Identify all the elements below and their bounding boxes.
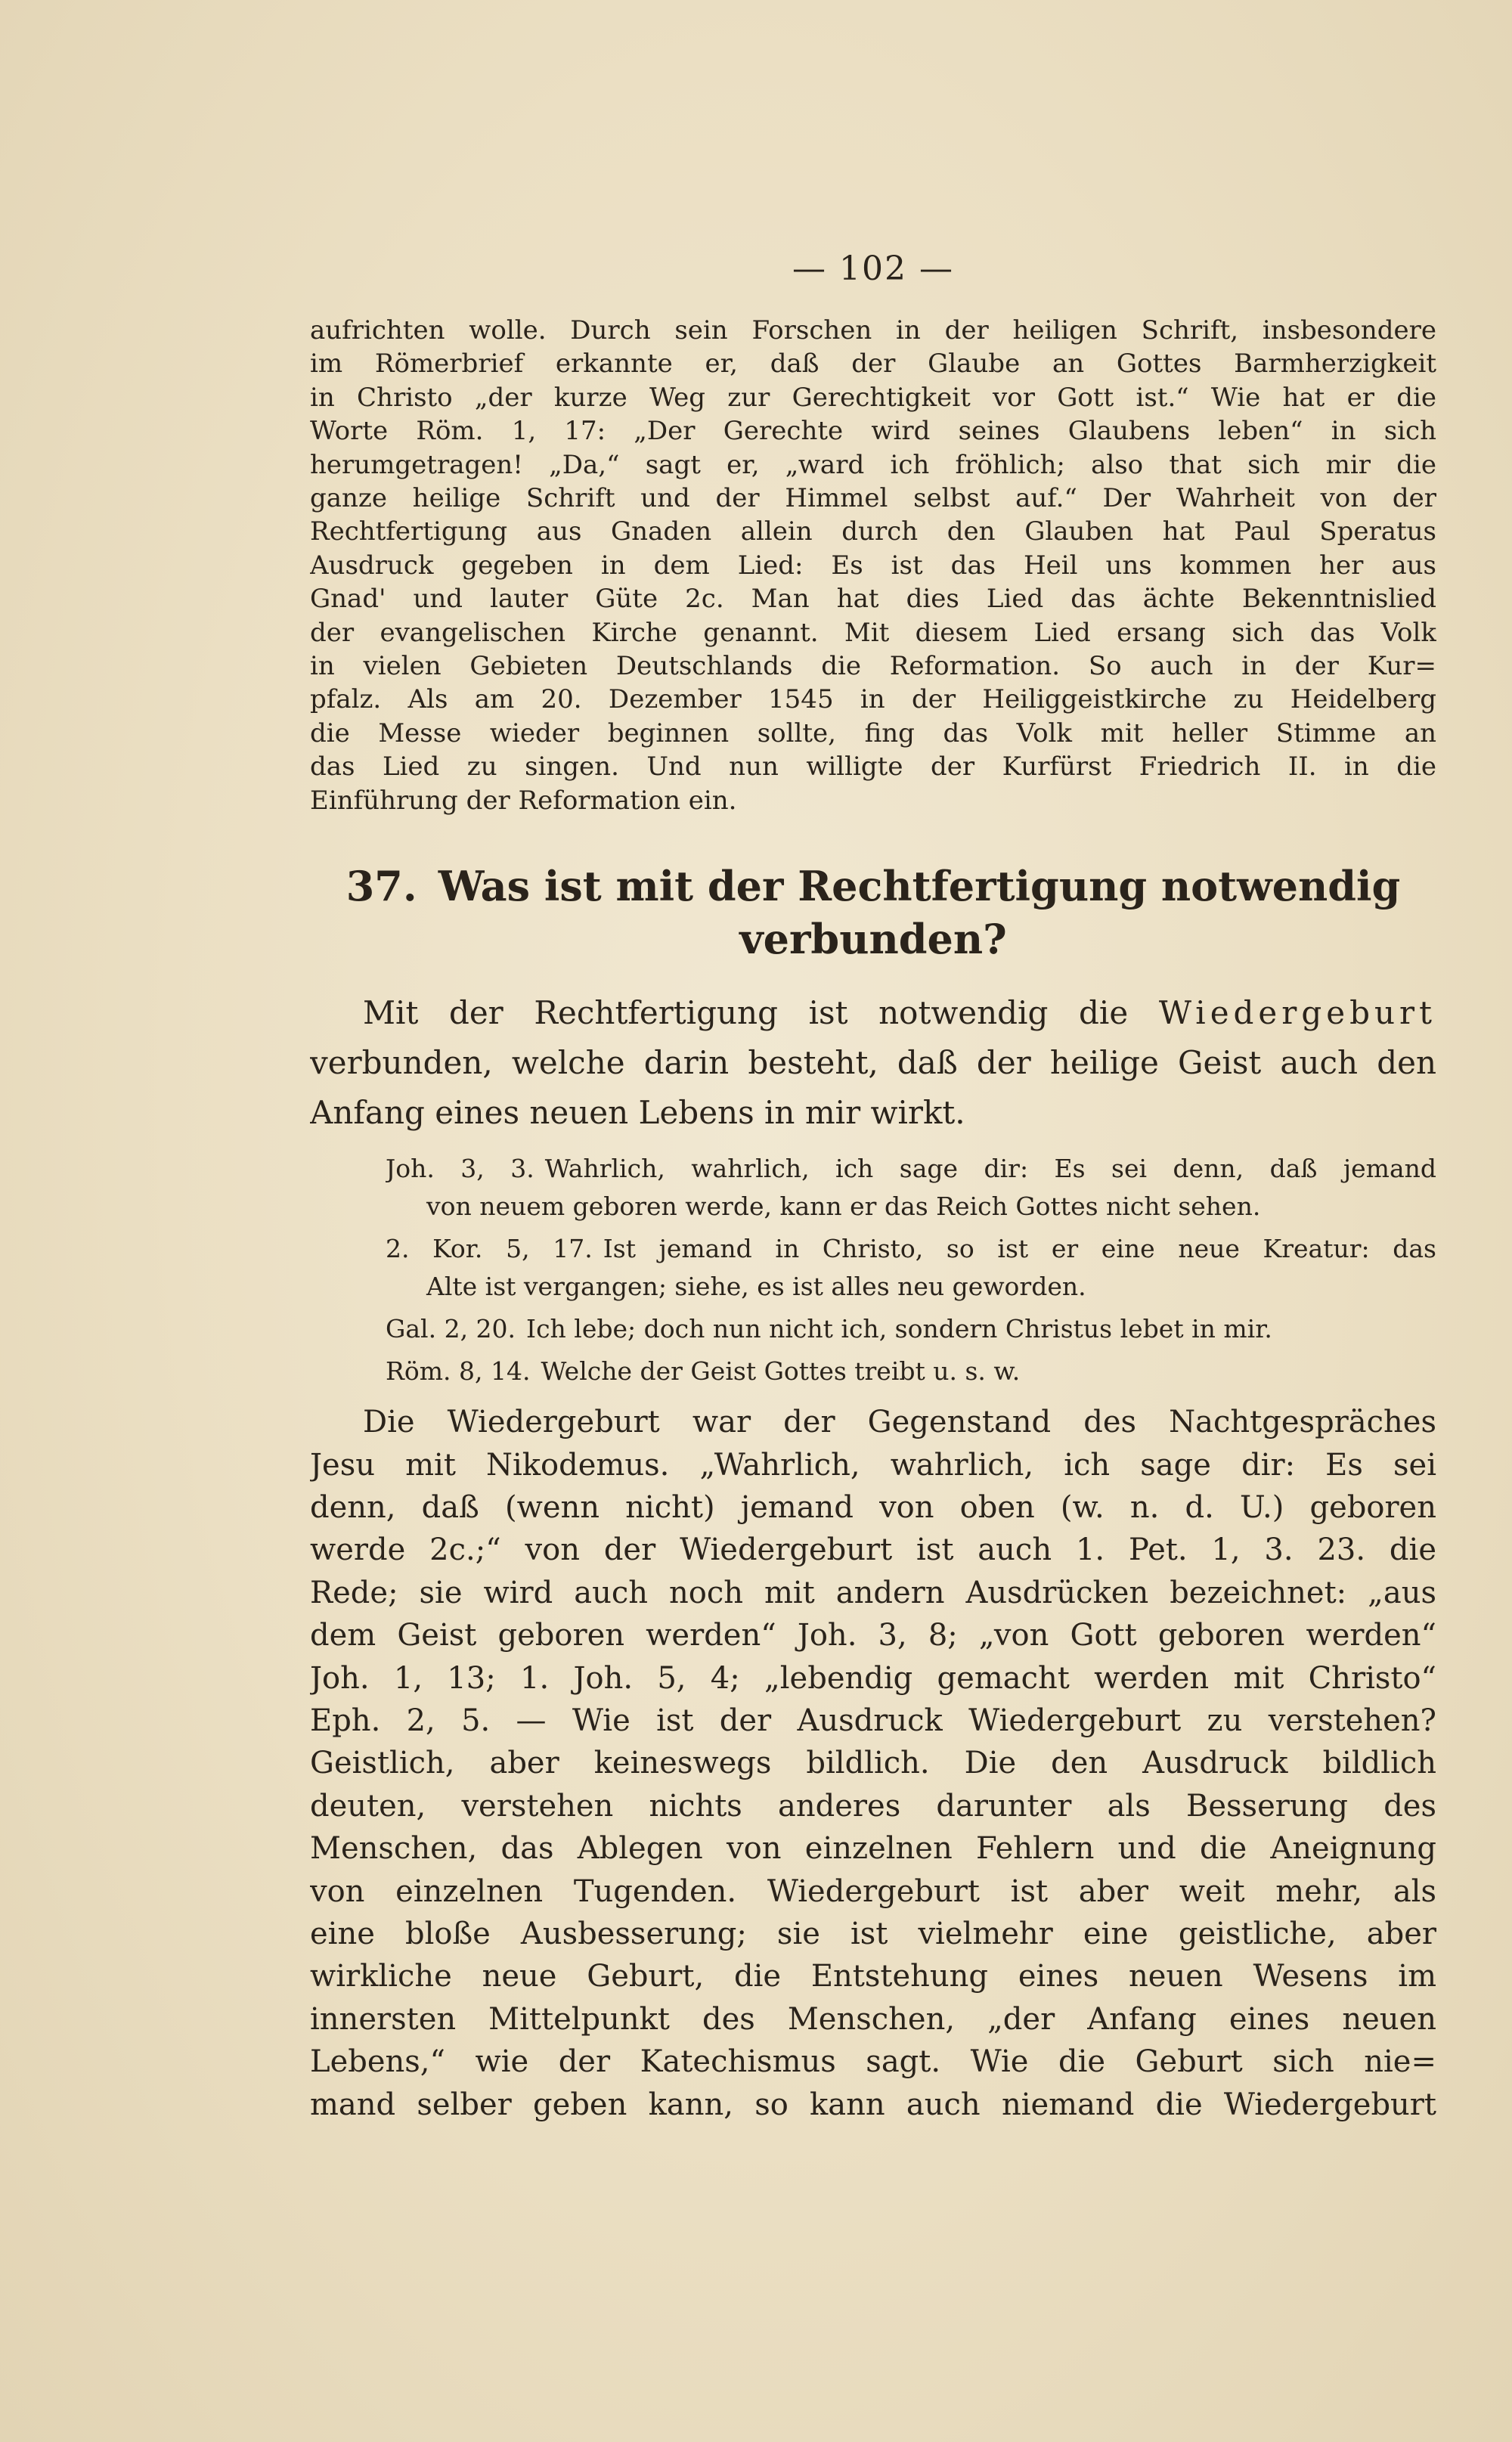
explanation-paragraph xyxy=(310,1401,1436,2126)
text-line: in vielen Gebieten Deutschlands die Reformation. So auch in der Kur= xyxy=(310,651,1436,682)
text-line: eine bloße Ausbesserung; sie ist vielmehr eine geistliche, aber xyxy=(310,1916,1436,1951)
book-page xyxy=(310,249,1436,2404)
text-line: pfalz. Als am 20. Dezember 1545 in der Heiliggeistkirche zu Heidelberg xyxy=(310,684,1436,715)
text-line: die Messe wieder beginnen sollte, fing das Volk mit heller Stimme an xyxy=(310,717,1436,748)
scripture-references xyxy=(310,1150,1436,1390)
answer-line xyxy=(310,988,1436,1038)
verse-line: von neuem geboren werde, kann er das Reich Gottes nicht sehen. xyxy=(426,1192,1261,1222)
text-line: das Lied zu singen. Und nun willigte der Kurfürst Friedrich II. in die xyxy=(310,752,1436,782)
text-line: Lebens,“ wie der Katechismus sagt. Wie die Geburt sich nie= xyxy=(310,2044,1436,2080)
verse-item xyxy=(310,1230,1436,1306)
verse-line xyxy=(386,1353,1436,1390)
verse-ref: Joh. 3, 3. xyxy=(386,1154,534,1184)
verse-line xyxy=(386,1150,1436,1188)
answer-text: Mit der Rechtfertigung ist notwendig die xyxy=(363,994,1129,1032)
section-title-line2: verbunden? xyxy=(739,915,1007,964)
text-line: dem Geist geboren werden“ Joh. 3, 8; „von Gott geboren werden“ xyxy=(310,1618,1436,1653)
section-heading xyxy=(310,860,1436,965)
answer-line: verbunden, welche darin besteht, daß der heilige Geist auch den xyxy=(310,1044,1436,1082)
catechism-answer xyxy=(310,988,1436,1138)
verse-ref: 2. Kor. 5, 17. xyxy=(386,1234,593,1264)
page-number: — 102 — xyxy=(792,249,954,288)
verse-text: Wahrlich, wahrlich, ich sage dir: Es sei denn, daß jemand xyxy=(544,1154,1436,1184)
section-title-line1: Was ist mit der Rechtfertigung notwendig xyxy=(438,862,1401,911)
text-line: Eph. 2, 5. — Wie ist der Ausdruck Wiedergeburt zu verstehen? xyxy=(310,1703,1436,1738)
text-line: innersten Mittelpunkt des Menschen, „der Anfang eines neuen xyxy=(310,2001,1436,2037)
text-line: Gnad' und lauter Güte 2c. Man hat dies Lied das ächte Bekenntnislied xyxy=(310,584,1436,615)
text-line: der evangelischen Kirche genannt. Mit diesem Lied ersang sich das Volk xyxy=(310,617,1436,648)
text-line: Jesu mit Nikodemus. „Wahrlich, wahrlich, ich sage dir: Es sei xyxy=(310,1447,1436,1483)
verse-text: Ist jemand in Christo, so ist er eine neue Kreatur: das xyxy=(603,1234,1436,1264)
verse-ref: Röm. 8, 14. xyxy=(386,1356,531,1387)
verse-text: Welche der Geist Gottes treibt u. s. w. xyxy=(541,1356,1021,1387)
text-line: denn, daß (wenn nicht) jemand von oben (w. n. d. U.) geboren xyxy=(310,1489,1436,1525)
text-line: Joh. 1, 13; 1. Joh. 5, 4; „lebendig gemacht werden mit Christo“ xyxy=(310,1660,1436,1696)
verse-item xyxy=(310,1150,1436,1226)
verse-ref: Gal. 2, 20. xyxy=(386,1314,516,1344)
text-line: Menschen, das Ablegen von einzelnen Fehlern und die Aneignung xyxy=(310,1831,1436,1867)
text-line: wirkliche neue Geburt, die Entstehung eines neuen Wesens im xyxy=(310,1959,1436,1994)
section-number: 37. xyxy=(345,862,417,911)
text-line: von einzelnen Tugenden. Wiedergeburt ist aber weit mehr, als xyxy=(310,1873,1436,1909)
intro-paragraph xyxy=(310,314,1436,817)
text-line: Die Wiedergeburt war der Gegenstand des Nachtgespräches xyxy=(363,1405,1436,1440)
text-line: herumgetragen! „Da,“ sagt er, „ward ich fröhlich; also that sich mir die xyxy=(310,449,1436,480)
verse-item xyxy=(310,1310,1436,1348)
verse-line xyxy=(386,1310,1436,1348)
answer-line: Anfang eines neuen Lebens in mir wirkt. xyxy=(310,1094,965,1132)
text-line: werde 2c.;“ von der Wiedergeburt ist auch 1. Pet. 1, 3. 23. die xyxy=(310,1532,1436,1568)
text-line: in Christo „der kurze Weg zur Gerechtigkeit vor Gott ist.“ Wie hat er die xyxy=(310,382,1436,413)
emphasized-word: Wiedergeburt xyxy=(1158,994,1436,1032)
text-line: Worte Röm. 1, 17: „Der Gerechte wird seines Glaubens leben“ in sich xyxy=(310,416,1436,447)
verse-line xyxy=(386,1230,1436,1268)
text-line: ganze heilige Schrift und der Himmel selbst auf.“ Der Wahrheit von der xyxy=(310,483,1436,514)
text-line: Rede; sie wird auch noch mit andern Ausdrücken bezeichnet: „aus xyxy=(310,1575,1436,1610)
text-line: mand selber geben kann, so kann auch niemand die Wiedergeburt xyxy=(310,2087,1436,2122)
text-line: Ausdruck gegeben in dem Lied: Es ist das Heil uns kommen her aus xyxy=(310,550,1436,581)
text-line: deuten, verstehen nichts anderes darunter als Besserung des xyxy=(310,1788,1436,1824)
text-line: Rechtfertigung aus Gnaden allein durch den Glauben hat Paul Speratus xyxy=(310,516,1436,547)
verse-item xyxy=(310,1353,1436,1390)
text-line: Geistlich, aber keineswegs bildlich. Die den Ausdruck bildlich xyxy=(310,1746,1436,1781)
verse-line: Alte ist vergangen; siehe, es ist alles neu geworden. xyxy=(426,1272,1086,1302)
text-line: im Römerbrief erkannte er, daß der Glaube an Gottes Barmherzigkeit xyxy=(310,349,1436,380)
text-line: Einführung der Reformation ein. xyxy=(310,785,737,816)
text-line: aufrichten wolle. Durch sein Forschen in der heiligen Schrift, insbesondere xyxy=(310,315,1436,346)
verse-text: Ich lebe; doch nun nicht ich, sondern Christus lebet in mir. xyxy=(526,1314,1272,1344)
